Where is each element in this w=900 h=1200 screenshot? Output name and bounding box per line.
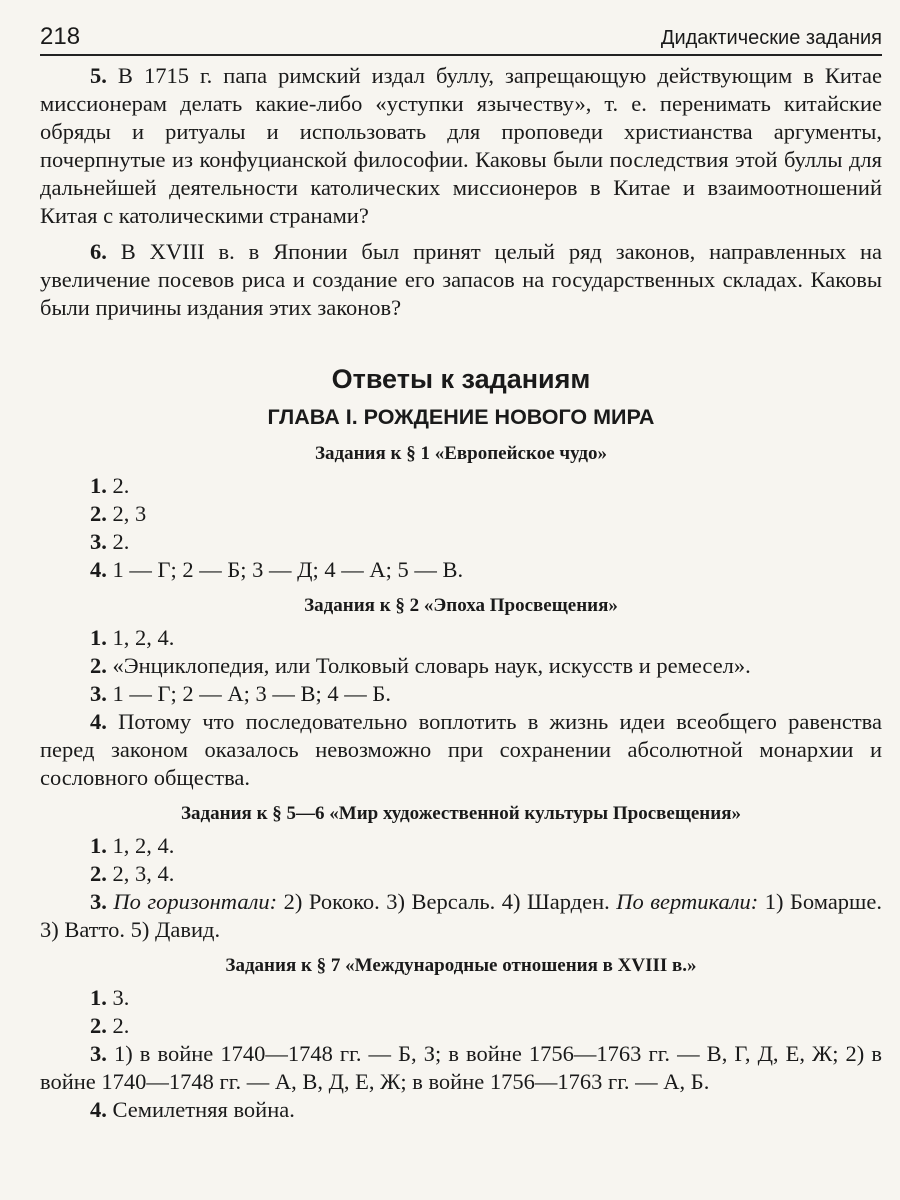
- answer-item: [40, 652, 882, 680]
- answer-text: 2, 3, 4.: [112, 861, 175, 886]
- answer-number: 2.: [90, 501, 107, 526]
- answer-item: [40, 680, 882, 708]
- answer-text: Семилетняя война.: [112, 1097, 295, 1122]
- answer-text: 2.: [112, 1013, 130, 1038]
- answer-item: [40, 860, 882, 888]
- answer-number: 1.: [90, 473, 107, 498]
- answer-text: 2.: [112, 473, 130, 498]
- page-header: [40, 22, 882, 56]
- answer-number: 2.: [90, 1013, 107, 1038]
- page-number: 218: [40, 23, 81, 50]
- task-number: 6.: [90, 239, 107, 264]
- task-text: В XVIII в. в Японии был принят целый ряд законов, направленных на увеличение посевов риса и создание его запасов на государственных складах. Каковы были причины издания этих законов?: [40, 239, 882, 320]
- crossword-horizontal-answers: 2) Рококо. 3) Версаль. 4) Шарден.: [283, 889, 610, 914]
- answer-item: [40, 1012, 882, 1040]
- answer-text: 1) в войне 1740—1748 гг. — Б, З; в войне 1756—1763 гг. — В, Г, Д, Е, Ж; 2) в войне 1740—1748 гг. — А, В, Д, Е, Ж; в войне 1756—1763 гг. — А, Б.: [40, 1041, 882, 1094]
- answer-text: 1 — Г; 2 — Б; 3 — Д; 4 — А; 5 — В.: [112, 557, 464, 582]
- answer-item: [40, 472, 882, 500]
- chapter-heading: ГЛАВА I. РОЖДЕНИЕ НОВОГО МИРА: [267, 405, 655, 429]
- answer-text: Потому что последовательно воплотить в жизнь идеи всеобщего равенства перед законом оказалось невозможно при сохранении абсолютной монархии и сословного общества.: [40, 709, 882, 790]
- running-title: Дидактические задания: [660, 27, 882, 49]
- answer-item: [40, 708, 882, 792]
- answer-item: [40, 624, 882, 652]
- answer-text: 3.: [112, 985, 130, 1010]
- answer-number: 3.: [90, 1041, 107, 1066]
- section-heading: Задания к § 7 «Международные отношения в XVIII в.»: [225, 955, 697, 976]
- answer-text: 1, 2, 4.: [112, 625, 175, 650]
- answer-item: [40, 1040, 882, 1096]
- answer-item: [40, 832, 882, 860]
- crossword-horizontal-label: По горизонтали:: [113, 889, 278, 914]
- answer-item: [40, 500, 882, 528]
- answer-item: [40, 528, 882, 556]
- task-paragraph: [40, 238, 882, 322]
- answer-item: [40, 984, 882, 1012]
- page-body: [40, 62, 882, 1124]
- section-heading: Задания к § 1 «Европейское чудо»: [314, 443, 608, 464]
- crossword-vertical-answers: 1) Бомарше. 3) Ватто. 5) Давид.: [40, 889, 882, 942]
- answer-number: 4.: [90, 557, 107, 582]
- answer-number: 1.: [90, 985, 107, 1010]
- answer-item: [40, 556, 882, 584]
- answer-number: 2.: [90, 653, 107, 678]
- answer-text: 1, 2, 4.: [112, 833, 175, 858]
- answer-item: [40, 1096, 882, 1124]
- answer-number: 1.: [90, 833, 107, 858]
- task-paragraph: [40, 62, 882, 230]
- answer-text: 1 — Г; 2 — А; 3 — В; 4 — Б.: [112, 681, 391, 706]
- answer-number: 3.: [90, 889, 107, 914]
- task-text: В 1715 г. папа римский издал буллу, запрещающую действующим в Китае миссионерам делать какие-либо «уступки язычеству», т. е. перенимать китайские обряды и ритуалы и использовать для проповеди христианства аргументы, почерпнутые из конфуцианской философии. Каковы были последствия этой буллы для дальнейшей деятельности католических миссионеров в Китае и взаимоотношений Китая с католическими странами?: [40, 63, 882, 228]
- answers-heading: Ответы к заданиям: [331, 364, 591, 394]
- crossword-vertical-label: По вертикали:: [616, 889, 759, 914]
- answer-text: 2.: [112, 529, 130, 554]
- answer-item: [40, 888, 882, 944]
- answer-text: «Энциклопедия, или Толковый словарь наук, искусств и ремесел».: [112, 653, 751, 678]
- task-number: 5.: [90, 63, 107, 88]
- answer-number: 3.: [90, 529, 107, 554]
- section-heading: Задания к § 5—6 «Мир художественной культуры Просвещения»: [181, 803, 741, 824]
- answer-number: 3.: [90, 681, 107, 706]
- answer-number: 4.: [90, 1097, 107, 1122]
- answer-number: 4.: [90, 709, 107, 734]
- section-heading: Задания к § 2 «Эпоха Просвещения»: [304, 595, 618, 616]
- answer-text: 2, 3: [112, 501, 147, 526]
- answer-number: 2.: [90, 861, 107, 886]
- answer-number: 1.: [90, 625, 107, 650]
